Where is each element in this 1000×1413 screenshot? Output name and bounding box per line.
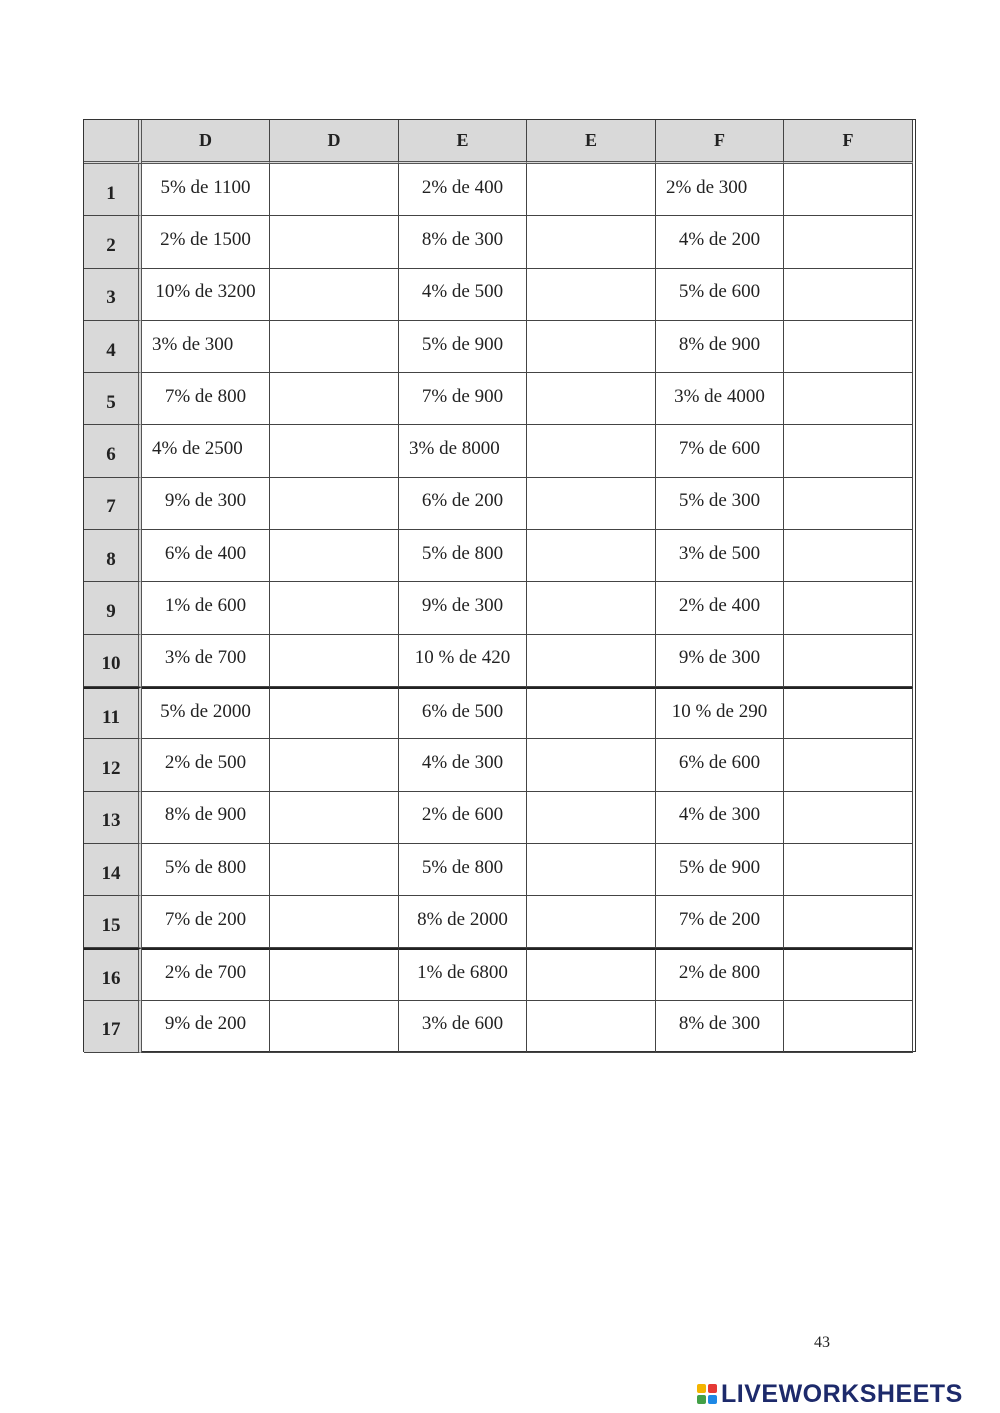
answer-cell-f[interactable] (784, 739, 913, 791)
answer-cell-d[interactable] (270, 896, 399, 948)
problem-cell-d: 4% de 2500 (142, 425, 270, 477)
problem-cell-e: 8% de 2000 (399, 896, 527, 948)
problem-cell-d: 3% de 300 (142, 321, 270, 373)
row-number: 14 (84, 844, 142, 896)
answer-cell-d[interactable] (270, 478, 399, 530)
answer-cell-e[interactable] (527, 164, 656, 216)
problem-cell-f: 8% de 300 (656, 1001, 784, 1053)
answer-cell-e[interactable] (527, 269, 656, 321)
answer-cell-f[interactable] (784, 1001, 913, 1053)
problem-cell-f: 5% de 900 (656, 844, 784, 896)
answer-cell-d[interactable] (270, 1001, 399, 1053)
answer-cell-f[interactable] (784, 164, 913, 216)
brand-name: LIVEWORKSHEETS (721, 1379, 963, 1408)
answer-cell-f[interactable] (784, 478, 913, 530)
problem-cell-d: 2% de 700 (142, 948, 270, 1000)
problem-cell-d: 5% de 2000 (142, 687, 270, 739)
column-header: D (270, 120, 399, 164)
problem-cell-e: 2% de 600 (399, 792, 527, 844)
problem-cell-d: 5% de 800 (142, 844, 270, 896)
answer-cell-d[interactable] (270, 582, 399, 634)
problem-cell-e: 5% de 800 (399, 844, 527, 896)
problem-cell-d: 10% de 3200 (142, 269, 270, 321)
problem-cell-d: 8% de 900 (142, 792, 270, 844)
answer-cell-d[interactable] (270, 321, 399, 373)
row-number: 1 (84, 164, 142, 216)
row-number: 12 (84, 739, 142, 791)
answer-cell-f[interactable] (784, 373, 913, 425)
problem-cell-e: 8% de 300 (399, 216, 527, 268)
answer-cell-f[interactable] (784, 948, 913, 1000)
problem-cell-d: 2% de 500 (142, 739, 270, 791)
brand-logo-block (697, 1380, 963, 1408)
problem-cell-f: 10 % de 290 (656, 687, 784, 739)
answer-cell-f[interactable] (784, 216, 913, 268)
row-number: 2 (84, 216, 142, 268)
answer-cell-d[interactable] (270, 269, 399, 321)
problem-cell-f: 2% de 800 (656, 948, 784, 1000)
problem-cell-e: 3% de 600 (399, 1001, 527, 1053)
row-number: 11 (84, 687, 142, 739)
liveworksheets-logo-icon (697, 1384, 717, 1404)
worksheet-table (83, 119, 916, 1052)
answer-cell-d[interactable] (270, 792, 399, 844)
answer-cell-d[interactable] (270, 687, 399, 739)
problem-cell-d: 2% de 1500 (142, 216, 270, 268)
problem-cell-d: 9% de 300 (142, 478, 270, 530)
answer-cell-d[interactable] (270, 216, 399, 268)
answer-cell-d[interactable] (270, 164, 399, 216)
answer-cell-e[interactable] (527, 635, 656, 687)
problem-cell-e: 2% de 400 (399, 164, 527, 216)
problem-cell-e: 4% de 300 (399, 739, 527, 791)
corner-cell (84, 120, 142, 164)
row-number: 8 (84, 530, 142, 582)
problem-cell-d: 1% de 600 (142, 582, 270, 634)
answer-cell-d[interactable] (270, 425, 399, 477)
row-number: 16 (84, 948, 142, 1000)
answer-cell-e[interactable] (527, 373, 656, 425)
problem-cell-d: 7% de 800 (142, 373, 270, 425)
answer-cell-d[interactable] (270, 844, 399, 896)
problem-cell-f: 4% de 300 (656, 792, 784, 844)
row-number: 6 (84, 425, 142, 477)
answer-cell-f[interactable] (784, 321, 913, 373)
answer-cell-f[interactable] (784, 792, 913, 844)
problem-cell-f: 5% de 600 (656, 269, 784, 321)
page-number: 43 (814, 1334, 830, 1351)
answer-cell-f[interactable] (784, 635, 913, 687)
problem-cell-f: 2% de 300 (656, 164, 784, 216)
problem-cell-f: 7% de 600 (656, 425, 784, 477)
answer-cell-e[interactable] (527, 896, 656, 948)
problem-cell-e: 10 % de 420 (399, 635, 527, 687)
problem-cell-f: 6% de 600 (656, 739, 784, 791)
problem-cell-e: 5% de 800 (399, 530, 527, 582)
row-number: 13 (84, 792, 142, 844)
problem-cell-e: 6% de 200 (399, 478, 527, 530)
answer-cell-d[interactable] (270, 530, 399, 582)
problem-cell-e: 1% de 6800 (399, 948, 527, 1000)
problem-cell-f: 3% de 500 (656, 530, 784, 582)
row-number: 5 (84, 373, 142, 425)
answer-cell-e[interactable] (527, 216, 656, 268)
problem-cell-f: 3% de 4000 (656, 373, 784, 425)
problem-cell-e: 3% de 8000 (399, 425, 527, 477)
answer-cell-d[interactable] (270, 373, 399, 425)
problem-cell-f: 8% de 900 (656, 321, 784, 373)
answer-cell-f[interactable] (784, 687, 913, 739)
answer-cell-e[interactable] (527, 948, 656, 1000)
problem-cell-e: 7% de 900 (399, 373, 527, 425)
problem-cell-f: 5% de 300 (656, 478, 784, 530)
row-number: 15 (84, 896, 142, 948)
problem-cell-f: 7% de 200 (656, 896, 784, 948)
answer-cell-f[interactable] (784, 896, 913, 948)
answer-cell-e[interactable] (527, 844, 656, 896)
answer-cell-f[interactable] (784, 530, 913, 582)
answer-cell-d[interactable] (270, 948, 399, 1000)
answer-cell-e[interactable] (527, 687, 656, 739)
table-grid (84, 120, 915, 1053)
problem-cell-d: 9% de 200 (142, 1001, 270, 1053)
answer-cell-f[interactable] (784, 269, 913, 321)
row-number: 10 (84, 635, 142, 687)
column-header: F (656, 120, 784, 164)
answer-cell-e[interactable] (527, 478, 656, 530)
answer-cell-e[interactable] (527, 1001, 656, 1053)
answer-cell-f[interactable] (784, 425, 913, 477)
column-header: F (784, 120, 913, 164)
problem-cell-e: 5% de 900 (399, 321, 527, 373)
row-number: 17 (84, 1001, 142, 1053)
problem-cell-d: 5% de 1100 (142, 164, 270, 216)
problem-cell-e: 9% de 300 (399, 582, 527, 634)
row-number: 4 (84, 321, 142, 373)
answer-cell-e[interactable] (527, 582, 656, 634)
column-header: E (527, 120, 656, 164)
problem-cell-f: 2% de 400 (656, 582, 784, 634)
row-number: 9 (84, 582, 142, 634)
problem-cell-d: 3% de 700 (142, 635, 270, 687)
problem-cell-e: 4% de 500 (399, 269, 527, 321)
row-number: 7 (84, 478, 142, 530)
problem-cell-f: 4% de 200 (656, 216, 784, 268)
problem-cell-e: 6% de 500 (399, 687, 527, 739)
answer-cell-e[interactable] (527, 792, 656, 844)
answer-cell-e[interactable] (527, 425, 656, 477)
column-header: E (399, 120, 527, 164)
answer-cell-d[interactable] (270, 739, 399, 791)
problem-cell-d: 7% de 200 (142, 896, 270, 948)
answer-cell-e[interactable] (527, 530, 656, 582)
answer-cell-d[interactable] (270, 635, 399, 687)
problem-cell-d: 6% de 400 (142, 530, 270, 582)
answer-cell-f[interactable] (784, 582, 913, 634)
problem-cell-f: 9% de 300 (656, 635, 784, 687)
row-number: 3 (84, 269, 142, 321)
answer-cell-e[interactable] (527, 739, 656, 791)
answer-cell-e[interactable] (527, 321, 656, 373)
column-header: D (142, 120, 270, 164)
answer-cell-f[interactable] (784, 844, 913, 896)
